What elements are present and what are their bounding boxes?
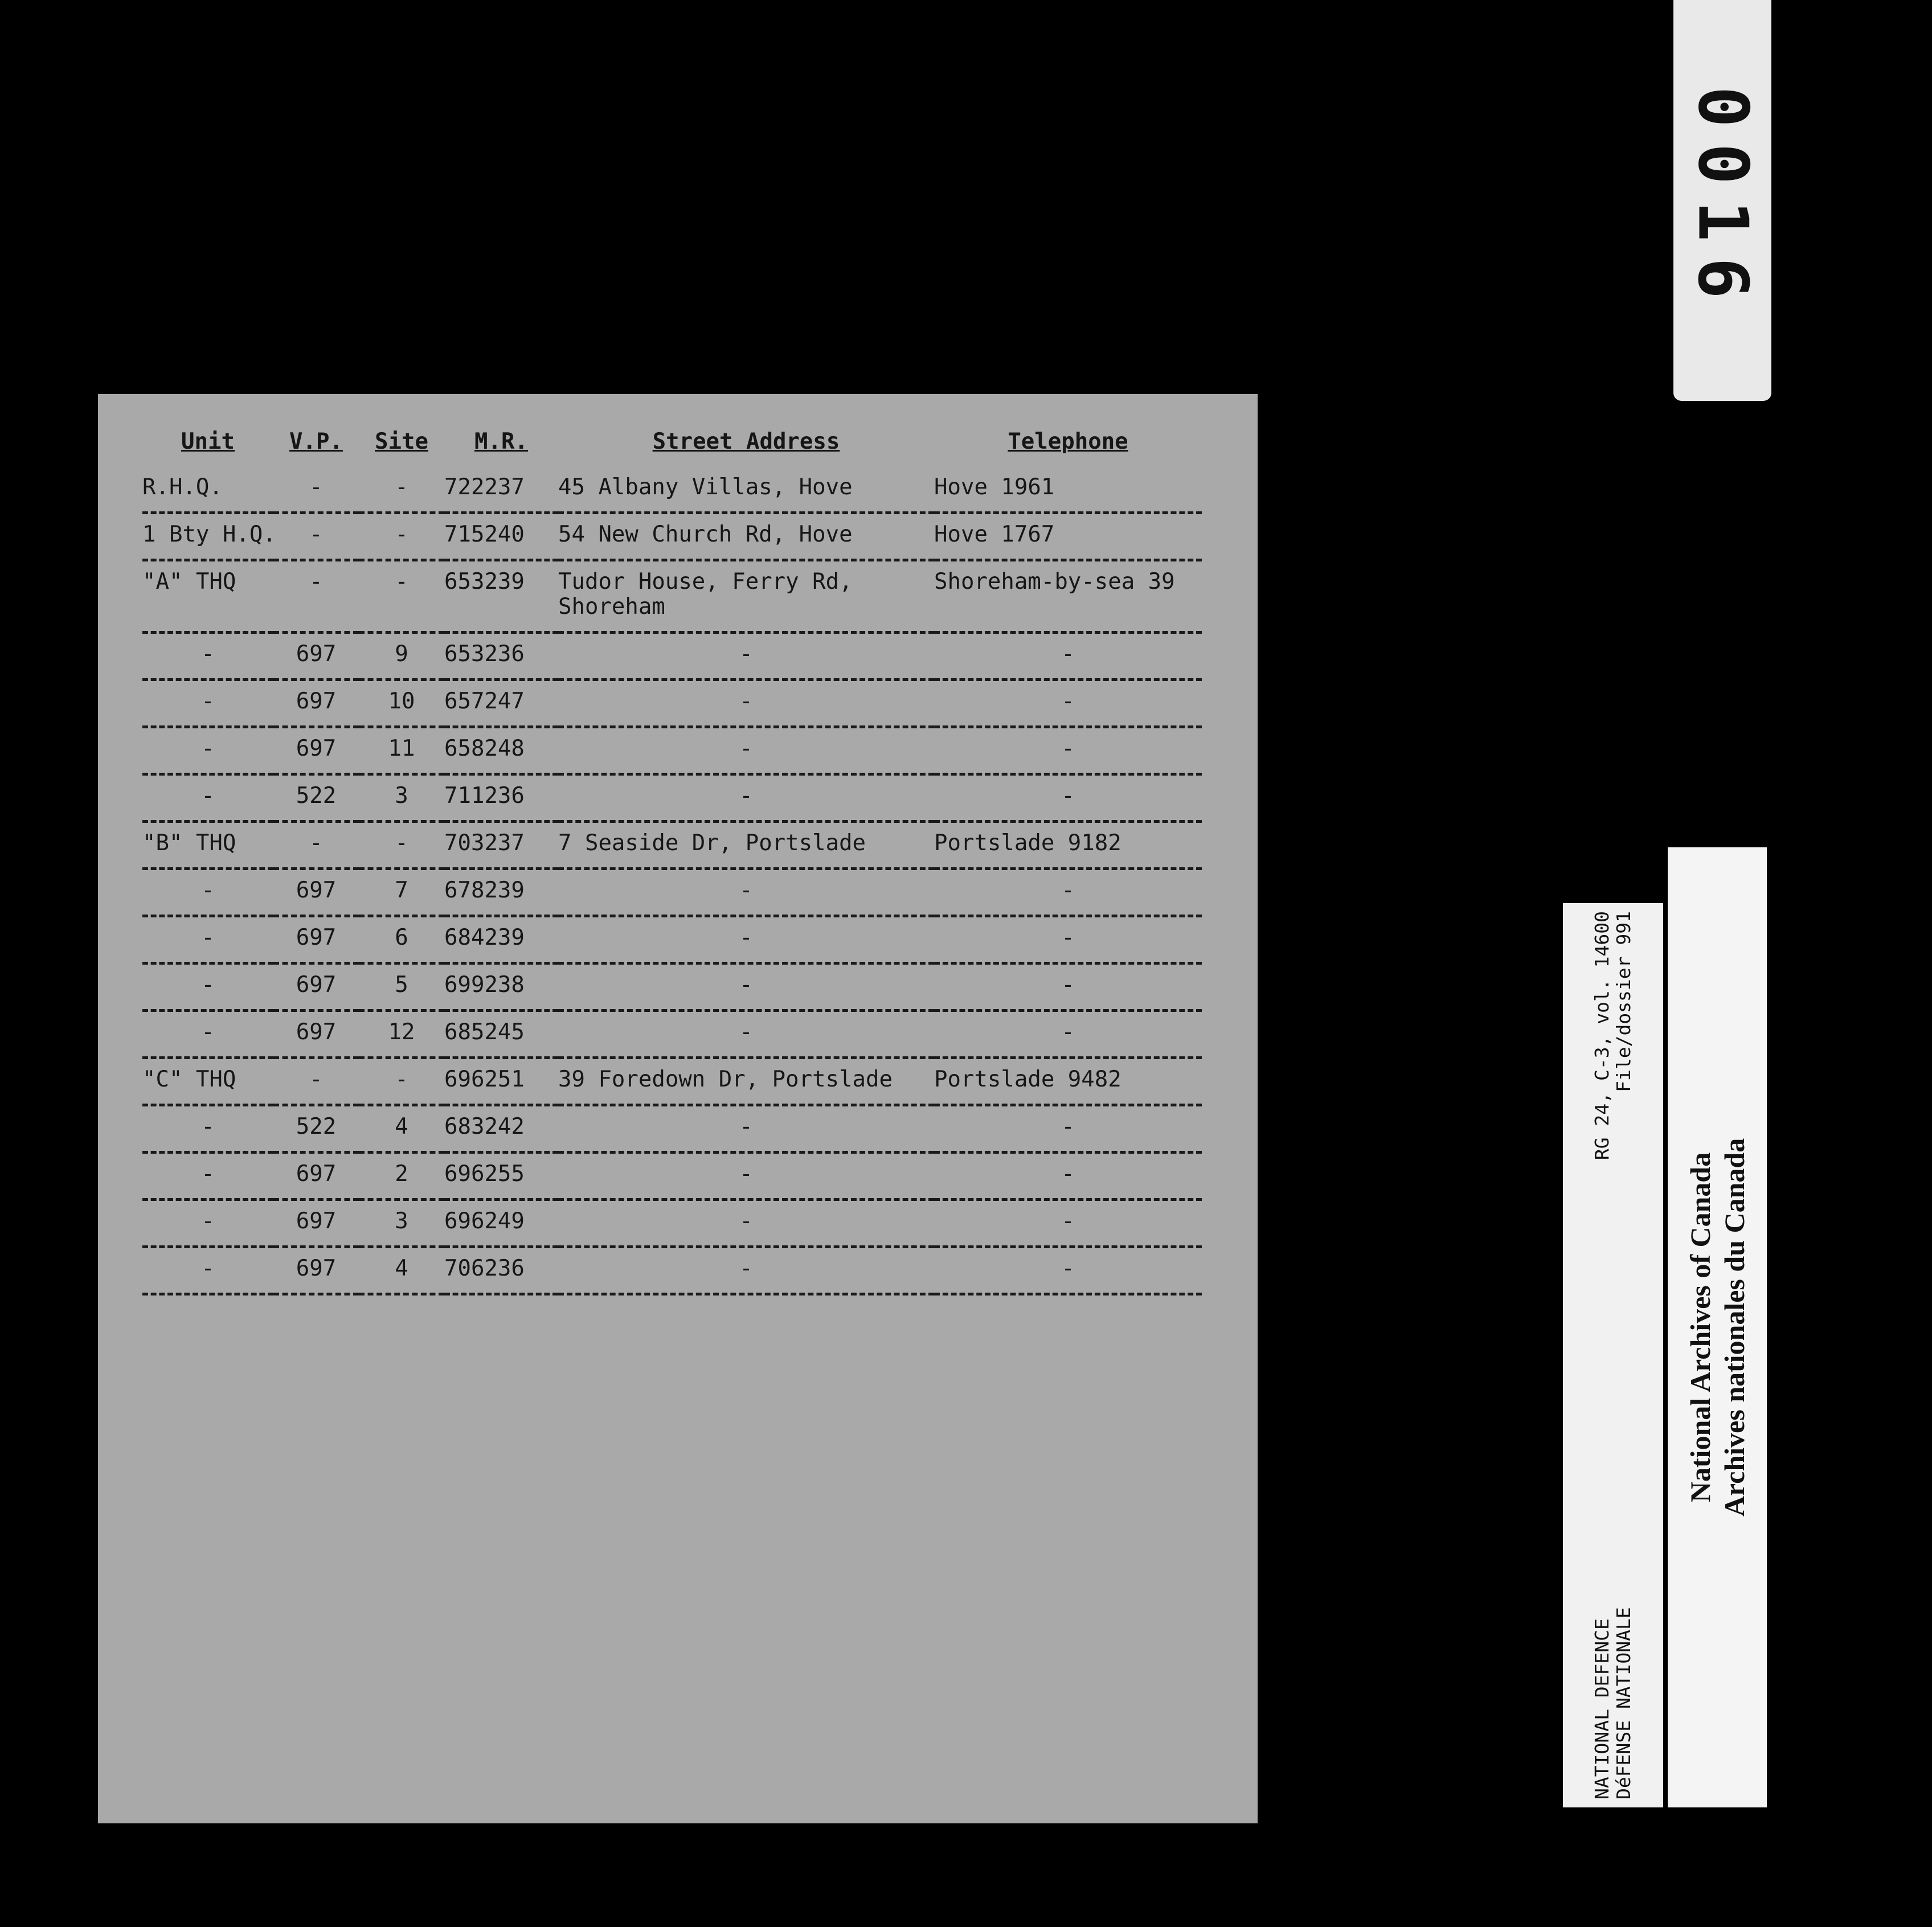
cell-site: 12 — [359, 1012, 444, 1059]
cell-vp: 522 — [273, 776, 359, 823]
cell-vp: 697 — [273, 965, 359, 1012]
dept-line-2: DéFENSE NATIONALE — [1612, 1607, 1635, 1799]
nac-line-1: National Archives of Canada — [1684, 1152, 1716, 1503]
cell-unit: - — [142, 728, 273, 776]
cell-site: - — [359, 823, 444, 870]
cell-mr: 683242 — [444, 1106, 558, 1154]
cell-site: 2 — [359, 1154, 444, 1201]
cell-unit: - — [142, 1154, 273, 1201]
cell-vp: 522 — [273, 1106, 359, 1154]
cell-vp: 697 — [273, 728, 359, 776]
cell-unit: - — [142, 870, 273, 917]
ref-line-1: RG 24, C-3, vol. 14600 — [1591, 911, 1613, 1161]
cell-address: 7 Seaside Dr, Portslade — [558, 823, 934, 870]
cell-telephone: - — [934, 728, 1202, 776]
cell-site: - — [359, 1059, 444, 1106]
cell-unit: "B" THQ — [142, 823, 273, 870]
cell-telephone: - — [934, 1248, 1202, 1295]
cell-telephone: - — [934, 917, 1202, 965]
cell-vp: 697 — [273, 1154, 359, 1201]
cell-mr: 653239 — [444, 561, 558, 634]
cell-address: - — [558, 1201, 934, 1248]
cell-mr: 678239 — [444, 870, 558, 917]
cell-mr: 657247 — [444, 681, 558, 728]
cell-mr: 715240 — [444, 514, 558, 561]
cell-telephone: Hove 1961 — [934, 467, 1202, 514]
cell-address: 54 New Church Rd, Hove — [558, 514, 934, 561]
sequence-number: 0016 — [1683, 86, 1762, 315]
cell-unit: R.H.Q. — [142, 467, 273, 514]
cell-unit: - — [142, 1201, 273, 1248]
cell-vp: 697 — [273, 1012, 359, 1059]
nac-line-2: Archives nationales du Canada — [1718, 1138, 1750, 1517]
cell-telephone: - — [934, 965, 1202, 1012]
cell-vp: 697 — [273, 681, 359, 728]
header-vp: V.P. — [289, 429, 343, 454]
cell-vp: 697 — [273, 1201, 359, 1248]
cell-unit: "C" THQ — [142, 1059, 273, 1106]
cell-address: - — [558, 1012, 934, 1059]
cell-telephone: Hove 1767 — [934, 514, 1202, 561]
cell-mr: 658248 — [444, 728, 558, 776]
cell-address: - — [558, 776, 934, 823]
cell-unit: - — [142, 1106, 273, 1154]
cell-unit: - — [142, 965, 273, 1012]
cell-vp: 697 — [273, 1248, 359, 1295]
header-mr: M.R. — [474, 429, 528, 454]
cell-vp: - — [273, 823, 359, 870]
cell-telephone: - — [934, 1201, 1202, 1248]
national-archives-label — [1668, 847, 1767, 1807]
cell-mr: 722237 — [444, 467, 558, 514]
cell-vp: - — [273, 561, 359, 634]
ref-line-2: File/dossier 991 — [1612, 911, 1635, 1092]
cell-mr: 696249 — [444, 1201, 558, 1248]
location-table — [142, 429, 1215, 1295]
header-site: Site — [375, 429, 428, 454]
cell-address: - — [558, 1248, 934, 1295]
cell-unit: - — [142, 1248, 273, 1295]
cell-vp: - — [273, 514, 359, 561]
cell-site: - — [359, 514, 444, 561]
cell-unit: - — [142, 917, 273, 965]
cell-address: 39 Foredown Dr, Portslade — [558, 1059, 934, 1106]
cell-mr: 703237 — [444, 823, 558, 870]
cell-vp: 697 — [273, 634, 359, 681]
dept-line-1: NATIONAL DEFENCE — [1591, 1618, 1613, 1799]
header-street-address: Street Address — [652, 429, 840, 454]
archive-reference-label — [1563, 903, 1663, 1807]
cell-unit: - — [142, 634, 273, 681]
cell-site: 11 — [359, 728, 444, 776]
cell-telephone: Shoreham-by-sea 39 — [934, 561, 1202, 634]
cell-site: 6 — [359, 917, 444, 965]
cell-telephone: - — [934, 1012, 1202, 1059]
cell-site: 7 — [359, 870, 444, 917]
cell-address: - — [558, 917, 934, 965]
cell-site: - — [359, 561, 444, 634]
cell-site: 4 — [359, 1106, 444, 1154]
cell-site: 3 — [359, 1201, 444, 1248]
cell-address: Tudor House, Ferry Rd, Shoreham — [558, 561, 934, 634]
cell-mr: 696255 — [444, 1154, 558, 1201]
cell-unit: "A" THQ — [142, 561, 273, 634]
cell-site: 3 — [359, 776, 444, 823]
cell-unit: - — [142, 776, 273, 823]
cell-mr: 696251 — [444, 1059, 558, 1106]
cell-address: - — [558, 1106, 934, 1154]
cell-site: 5 — [359, 965, 444, 1012]
cell-site: 4 — [359, 1248, 444, 1295]
cell-address: - — [558, 965, 934, 1012]
cell-address: 45 Albany Villas, Hove — [558, 467, 934, 514]
header-telephone: Telephone — [1008, 429, 1128, 454]
cell-telephone: - — [934, 776, 1202, 823]
cell-mr: 706236 — [444, 1248, 558, 1295]
cell-vp: - — [273, 1059, 359, 1106]
cell-address: - — [558, 634, 934, 681]
document-sheet — [98, 394, 1258, 1823]
cell-site: 10 — [359, 681, 444, 728]
cell-telephone: - — [934, 870, 1202, 917]
cell-vp: 697 — [273, 917, 359, 965]
cell-mr: 711236 — [444, 776, 558, 823]
cell-vp: - — [273, 467, 359, 514]
cell-unit: - — [142, 1012, 273, 1059]
cell-address: - — [558, 681, 934, 728]
cell-mr: 685245 — [444, 1012, 558, 1059]
cell-telephone: - — [934, 681, 1202, 728]
cell-mr: 653236 — [444, 634, 558, 681]
sequence-sticker — [1673, 0, 1771, 401]
cell-telephone: - — [934, 634, 1202, 681]
cell-site: - — [359, 467, 444, 514]
cell-telephone: Portslade 9182 — [934, 823, 1202, 870]
cell-mr: 699238 — [444, 965, 558, 1012]
cell-address: - — [558, 1154, 934, 1201]
cell-site: 9 — [359, 634, 444, 681]
cell-telephone: - — [934, 1106, 1202, 1154]
cell-unit: - — [142, 681, 273, 728]
cell-telephone: - — [934, 1154, 1202, 1201]
cell-mr: 684239 — [444, 917, 558, 965]
cell-vp: 697 — [273, 870, 359, 917]
cell-unit: 1 Bty H.Q. — [142, 514, 273, 561]
cell-address: - — [558, 728, 934, 776]
cell-telephone: Portslade 9482 — [934, 1059, 1202, 1106]
cell-address: - — [558, 870, 934, 917]
header-unit: Unit — [181, 429, 235, 454]
